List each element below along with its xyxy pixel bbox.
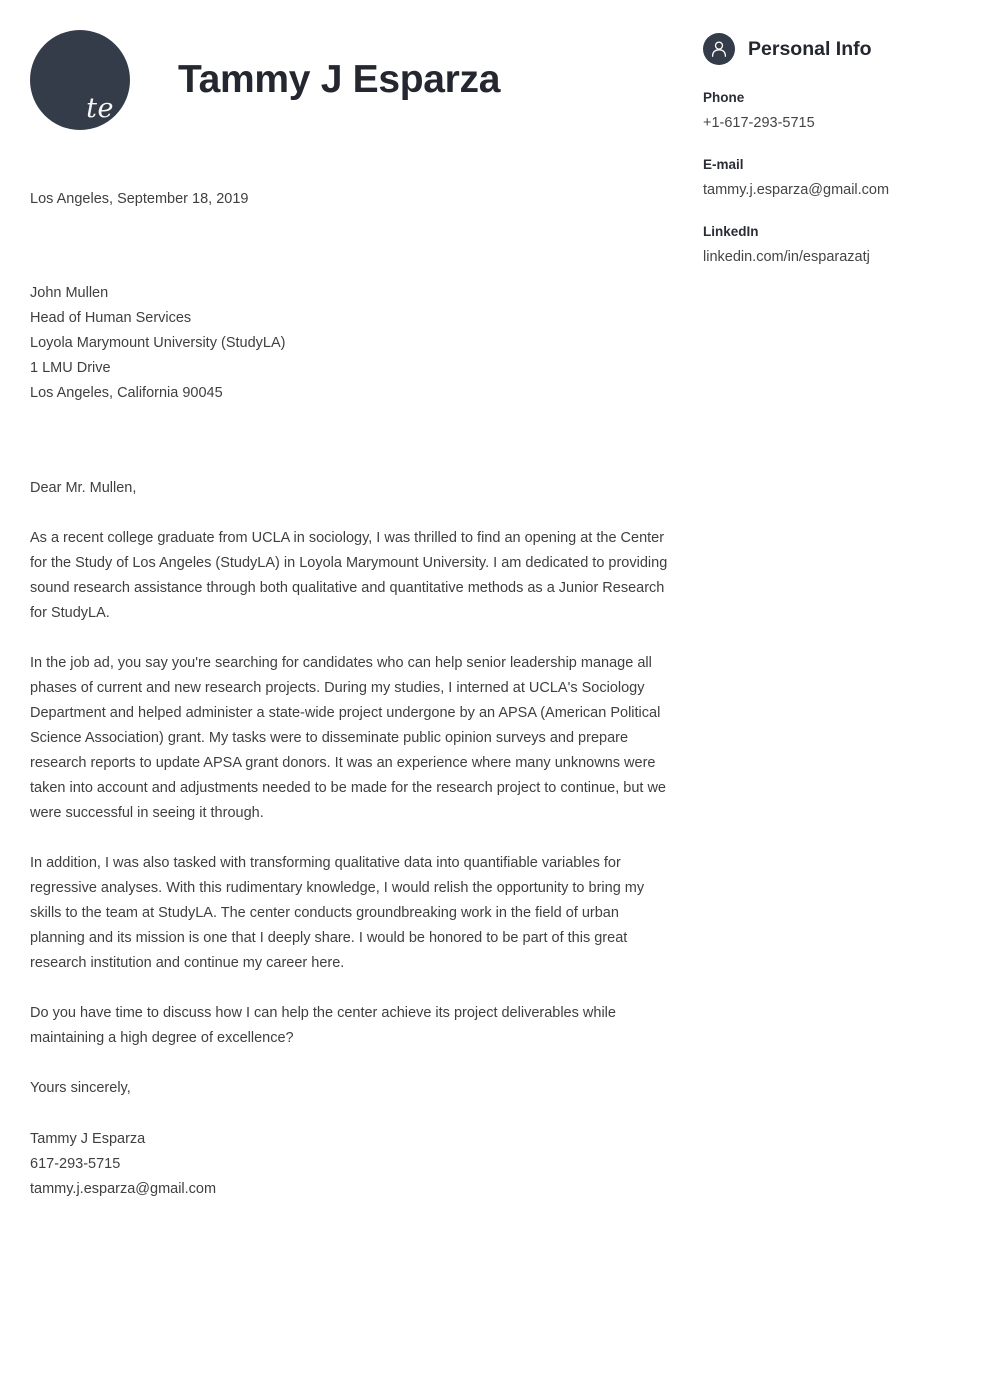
contact-label: Phone <box>703 90 745 105</box>
letter-header <box>30 0 670 130</box>
person-icon <box>703 33 735 65</box>
recipient-line: Loyola Marymount University (StudyLA) <box>30 334 286 351</box>
avatar-initials: te <box>86 93 114 124</box>
page-title: Tammy J Esparza <box>178 58 501 101</box>
recipient-line: John Mullen <box>30 284 109 301</box>
letter-body <box>30 526 670 1051</box>
signature-email: tammy.j.esparza@gmail.com <box>30 1180 217 1197</box>
salutation: Dear Mr. Mullen, <box>30 479 137 496</box>
recipient-line: Los Angeles, California 90045 <box>30 384 223 401</box>
signature-block <box>30 1127 670 1202</box>
contact-label: LinkedIn <box>703 224 759 239</box>
monogram-avatar-icon <box>30 30 130 130</box>
body-paragraph: Do you have time to discuss how I can help the center achieve its project deliverables while maintaining a high degree of excellence? <box>30 1004 616 1046</box>
contact-label: E-mail <box>703 157 744 172</box>
recipient-line: 1 LMU Drive <box>30 359 111 376</box>
sidebar-title: Personal Info <box>748 37 872 60</box>
contact-info-list <box>703 87 963 268</box>
letter-column <box>30 0 670 1202</box>
signature-name: Tammy J Esparza <box>30 1130 146 1147</box>
sidebar-header <box>703 0 963 65</box>
contact-item-phone <box>703 87 963 134</box>
contact-value[interactable]: tammy.j.esparza@gmail.com <box>703 182 890 198</box>
contact-item-linkedin <box>703 221 963 268</box>
contact-value[interactable]: +1-617-293-5715 <box>703 115 815 131</box>
date-line: Los Angeles, September 18, 2019 <box>30 191 249 207</box>
body-paragraph: As a recent college graduate from UCLA in sociology, I was thrilled to find an opening at the Center for the Study of Los Angeles (StudyLA) in Loyola Marymount University. I am dedicated to providing sound research assistance through both qualitative and quantitative methods as a Junior Research for StudyLA. <box>30 529 668 621</box>
body-paragraph: In the job ad, you say you're searching for candidates who can help senior leadership manage all phases of current and new research projects. During my studies, I interned at UCLA's Sociology Department and helped administer a state-wide project undergone by an APSA (American Political Science Association) grant. My tasks were to disseminate public opinion surveys and prepare research reports to update APSA grant donors. It was an experience where many unknowns were taken into account and adjustments needed to be made for the research project to continue, but we were successful in seeing it through. <box>30 654 666 821</box>
recipient-line: Head of Human Services <box>30 309 192 326</box>
personal-info-sidebar <box>703 0 963 288</box>
signature-phone: 617-293-5715 <box>30 1155 121 1172</box>
body-paragraph: In addition, I was also tasked with transforming qualitative data into quantifiable variables for regressive analyses. With this rudimentary knowledge, I would relish the opportunity to bring my skills to the team at StudyLA. The center conducts groundbreaking work in the field of urban planning and its mission is one that I deeply share. I would be honored to be part of this great research institution and continue my career here. <box>30 854 645 971</box>
contact-item-email <box>703 154 963 201</box>
contact-value[interactable]: linkedin.com/in/esparazatj <box>703 249 870 265</box>
recipient-address-block <box>30 281 670 406</box>
closing-line: Yours sincerely, <box>30 1079 131 1096</box>
